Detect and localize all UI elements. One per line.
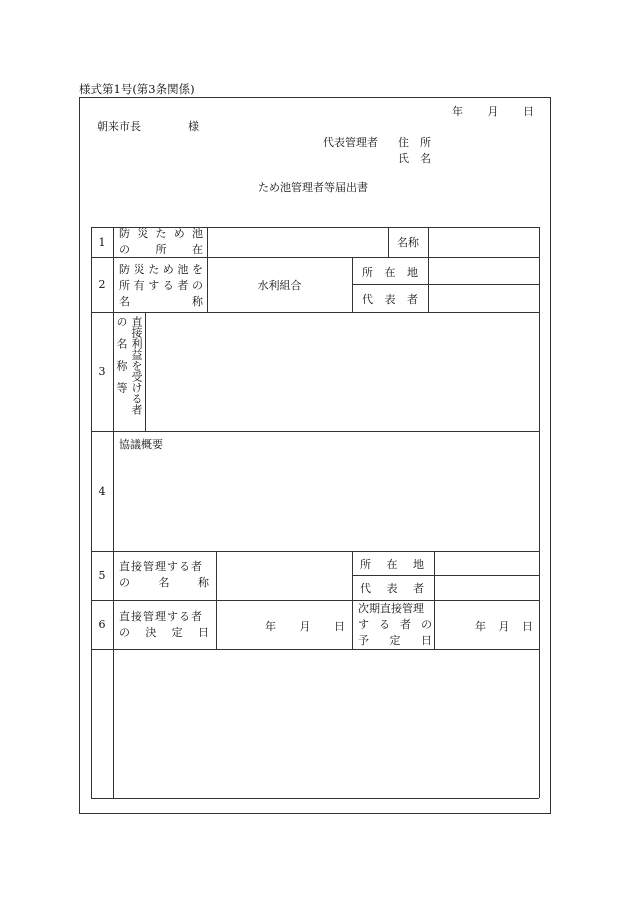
applicant-address-label: 住 所 bbox=[398, 136, 431, 149]
table-line bbox=[352, 284, 539, 285]
table-line bbox=[352, 575, 539, 576]
table-line bbox=[145, 312, 146, 431]
row-number: 2 bbox=[98, 278, 106, 291]
row3-label: 直接利益を受ける者 の 名 称 等 bbox=[115, 316, 143, 415]
form-label: 様式第1号(第3条関係) bbox=[79, 82, 195, 96]
table-line bbox=[539, 227, 540, 798]
row6-next-label: 次期直接管理 す る 者 の 予 定 日 bbox=[358, 602, 432, 647]
table-line bbox=[113, 227, 114, 798]
document-title: ため池管理者等届出書 bbox=[258, 181, 368, 194]
row-number: 4 bbox=[98, 484, 106, 498]
row-number: 6 bbox=[98, 618, 106, 631]
table-line bbox=[352, 257, 353, 312]
date-day-label: 日 bbox=[523, 105, 534, 118]
row5-representative-label: 代 表 者 bbox=[360, 582, 424, 595]
date-month-label: 月 bbox=[487, 105, 499, 118]
row6-decision-date: 年 月 日 bbox=[265, 620, 345, 633]
table-line bbox=[91, 600, 539, 601]
row-number: 1 bbox=[98, 235, 106, 249]
applicant-role: 代表管理者 bbox=[323, 136, 378, 149]
row2-label: 防 災 た め 池 を 所 有 す る 者 の 名 称 bbox=[119, 263, 203, 308]
row5-label: 直接管理する者 の 名 称 bbox=[119, 560, 209, 589]
row1-name-label: 名称 bbox=[397, 236, 419, 249]
table-line bbox=[91, 312, 539, 313]
row4-label: 協議概要 bbox=[119, 438, 163, 451]
row-number: 5 bbox=[98, 569, 106, 582]
table-line bbox=[91, 551, 539, 552]
row2-owner-value: 水利組合 bbox=[257, 278, 302, 292]
row6-label: 直接管理する者 の 決 定 日 bbox=[119, 610, 209, 639]
row6-next-date: 年 月 日 bbox=[475, 620, 533, 633]
table-line bbox=[428, 227, 429, 312]
applicant-name-label: 氏 名 bbox=[398, 152, 431, 165]
table-line bbox=[91, 798, 539, 799]
table-line bbox=[216, 551, 217, 649]
addressee-honorific: 様 bbox=[188, 120, 199, 133]
row1-label: 防 災 た め 池 の 所 在 bbox=[119, 227, 203, 256]
table-line bbox=[91, 649, 539, 650]
row-number: 3 bbox=[98, 365, 106, 378]
table-line bbox=[352, 551, 353, 649]
date-year-label: 年 bbox=[452, 105, 463, 118]
row2-location-label: 所 在 地 bbox=[362, 266, 418, 279]
table-line bbox=[91, 431, 539, 432]
form-frame bbox=[79, 97, 551, 814]
row5-location-label: 所 在 地 bbox=[360, 558, 424, 571]
table-line bbox=[434, 551, 435, 649]
row2-representative-label: 代 表 者 bbox=[362, 293, 418, 306]
addressee-name: 朝来市長 bbox=[97, 120, 141, 133]
